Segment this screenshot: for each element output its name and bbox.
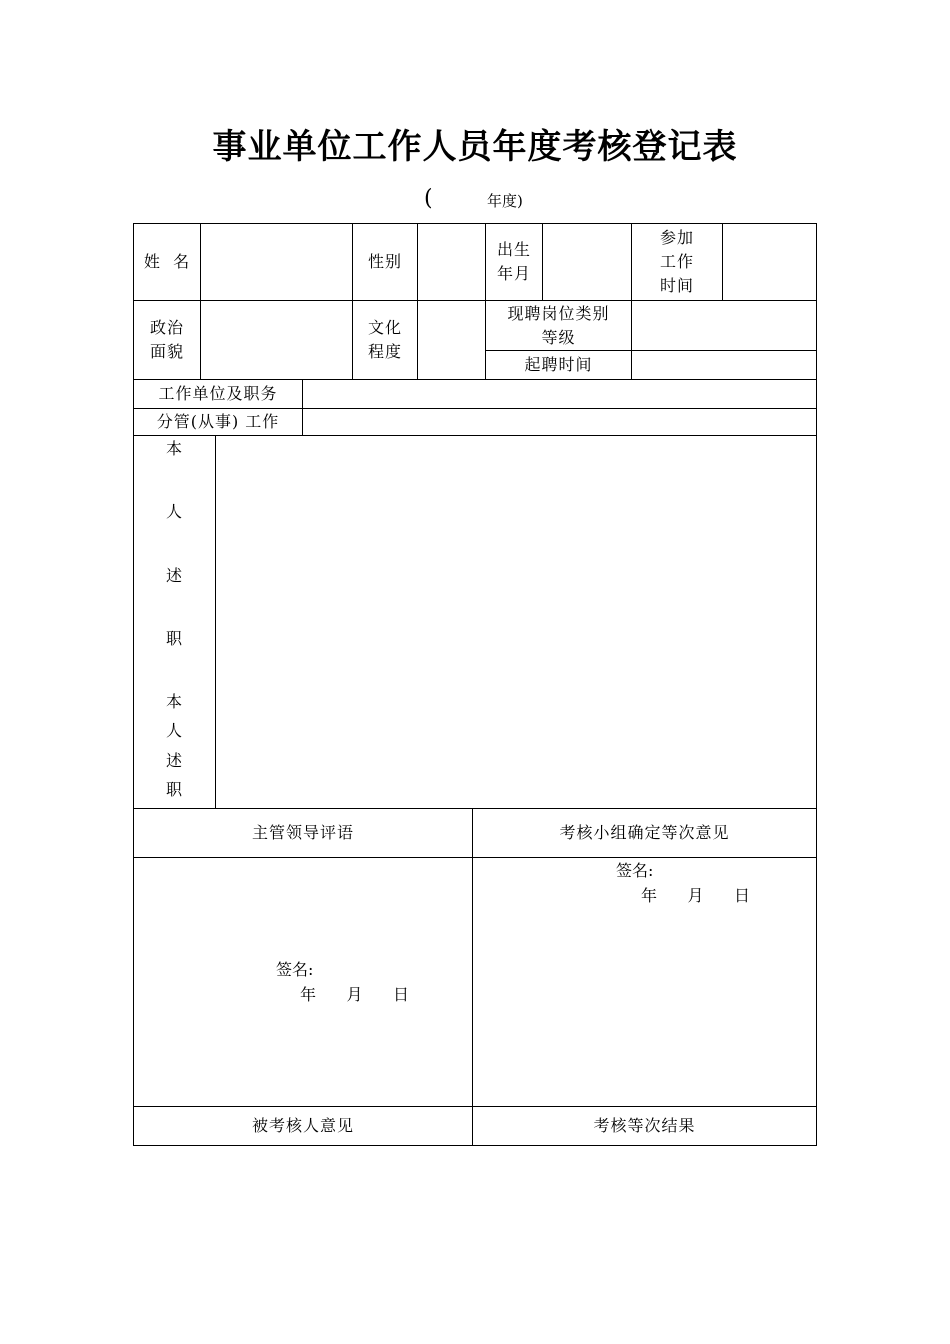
name-field[interactable] [201,224,352,300]
self-report-char-4: 职 [165,629,183,648]
supervisor-signature-label: 签名: [276,960,314,979]
work-unit-field[interactable] [303,380,816,408]
birth-label: 出生 年月 [496,240,531,283]
in-charge-field[interactable] [303,409,816,435]
group-signature-label: 签名: [616,861,654,880]
work-start-label: 参加 工作 时间 [659,228,694,295]
examinee-opinion-label: 被考核人意见 [251,1116,354,1135]
self-report-char-2: 人 [165,502,183,521]
work-unit-label: 工作单位及职务 [158,384,278,403]
political-label: 政治 面貌 [149,318,184,361]
self-report-char-3: 述 [165,566,183,585]
self-report-char-5: 本 [165,692,183,711]
form-title: 事业单位工作人员年度考核登记表 [212,127,738,167]
supervisor-comment-label: 主管领导评语 [251,823,354,842]
gender-label: 性别 [367,252,402,271]
self-report-char-7: 述 [165,751,183,770]
self-report-field[interactable] [216,436,816,808]
education-field[interactable] [418,301,485,379]
group-opinion-label: 考核小组确定等次意见 [559,823,730,842]
political-field[interactable] [201,301,352,379]
work-start-field[interactable] [723,224,816,300]
post-category-label: 现聘岗位类别 等级 [507,303,610,347]
hire-time-label: 起聘时间 [524,355,593,374]
supervisor-comment-field[interactable] [134,858,472,1106]
result-label: 考核等次结果 [593,1116,696,1135]
name-label: 姓 名 [143,252,191,271]
self-report-char-8: 职 [165,780,183,799]
in-charge-label: 分管(从事) 工作 [156,412,280,431]
hire-time-field[interactable] [632,351,816,379]
supervisor-date-line: 年 月 日 [300,985,410,1004]
self-report-char-6: 人 [165,721,183,740]
year-paren-open: ( [424,186,433,211]
birth-field[interactable] [543,224,631,300]
registration-form [133,223,817,1146]
group-date-line: 年 月 日 [641,886,751,905]
gender-field[interactable] [418,224,485,300]
self-report-char-1: 本 [165,439,183,458]
education-label: 文化 程度 [367,318,402,361]
year-line [0,185,950,215]
post-category-field[interactable] [632,301,816,350]
year-label: 年度) [487,192,523,210]
